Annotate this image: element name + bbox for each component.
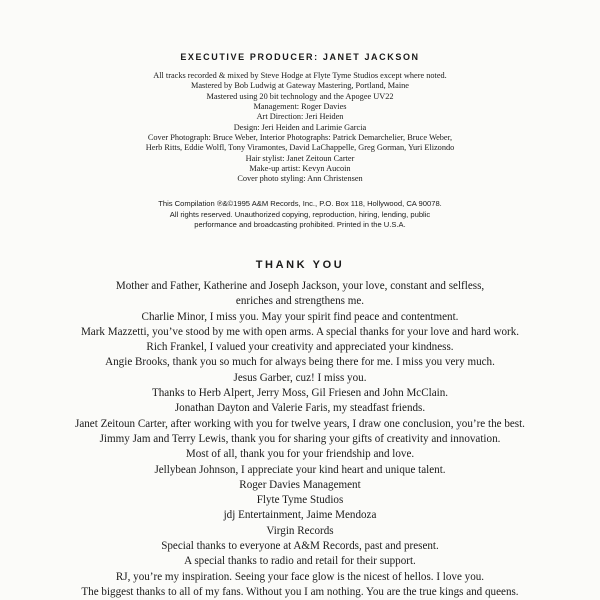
credit-line: Mastered by Bob Ludwig at Gateway Mastering, Portland, Maine xyxy=(191,81,409,91)
thanks-line: Most of all, thank you for your friendship and love. xyxy=(185,448,415,461)
thanks-line: Jellybean Johnson, I appreciate your kind heart and unique talent. xyxy=(154,463,446,476)
thanks-line: Thanks to Herb Alpert, Jerry Moss, Gil Friesen and John McClain. xyxy=(151,387,449,400)
credit-line: Cover Photograph: Bruce Weber, Interior Photographs: Patrick Demarchelier, Bruce Weber, xyxy=(147,133,453,143)
thanks-line: Virgin Records xyxy=(266,524,334,537)
credit-line: Design: Jeri Heiden and Larimie Garcia xyxy=(233,122,367,132)
thanks-line: Jesus Garber, cuz! I miss you. xyxy=(233,371,367,384)
thanks-line: RJ, you’re my inspiration. Seeing your face glow is the nicest of hellos. I love you. xyxy=(115,570,485,583)
credit-line: Hair stylist: Janet Zeitoun Carter xyxy=(245,153,355,163)
thanks-line: Jimmy Jam and Terry Lewis, thank you for sharing your gifts of creativity and innovation. xyxy=(99,432,501,445)
thanks-line: Mark Mazzetti, you’ve stood by me with open arms. A special thanks for your love and hard work. xyxy=(80,325,520,338)
thanks-line: The biggest thanks to all of my fans. Without you I am nothing. You are the true kings and queens. xyxy=(81,585,519,598)
thanks-line: Mother and Father, Katherine and Joseph Jackson, your love, constant and selfless, xyxy=(115,280,485,292)
thanks-line: Janet Zeitoun Carter, after working with you for twelve years, I draw one conclusion, you’re the best. xyxy=(75,417,525,430)
credits-block xyxy=(0,71,600,185)
credit-line: Herb Ritts, Eddie Wolfl, Tony Viramontes, David LaChappelle, Greg Gorman, Yuri Elizondo xyxy=(145,143,455,153)
thanks-line: Roger Davies Management xyxy=(239,478,361,491)
credit-line: Mastered using 20 bit technology and the Apogee UV22 xyxy=(206,91,394,101)
credit-line: Art Direction: Jeri Heiden xyxy=(256,112,344,122)
thanks-line: Jonathan Dayton and Valerie Faris, my steadfast friends. xyxy=(174,402,426,415)
thanks-line: Charlie Minor, I miss you. May your spirit find peace and contentment. xyxy=(141,310,459,323)
thanks-line: A special thanks to radio and retail for their support. xyxy=(184,555,416,568)
executive-producer-heading: EXECUTIVE PRODUCER: JANET JACKSON xyxy=(180,52,420,62)
thanks-line: enriches and strengthens me. xyxy=(235,295,365,308)
credit-line: Make-up artist: Kevyn Aucoin xyxy=(249,164,351,174)
thanks-line: Special thanks to everyone at A&M Records, past and present. xyxy=(161,540,439,553)
thank-you-block xyxy=(0,279,600,600)
thank-you-heading: THANK YOU xyxy=(255,259,345,271)
thanks-line: Angie Brooks, thank you so much for always being there for me. I miss you very much. xyxy=(105,356,495,369)
credit-line: All tracks recorded & mixed by Steve Hodge at Flyte Tyme Studios except where noted. xyxy=(153,71,447,80)
thanks-line: jdj Entertainment, Jaime Mendoza xyxy=(223,509,377,522)
copyright-notice xyxy=(0,199,600,231)
copyright-line: All rights reserved. Unauthorized copying, reproduction, hiring, lending, public xyxy=(169,209,431,219)
copyright-line: performance and broadcasting prohibited. Printed in the U.S.A. xyxy=(194,220,406,229)
thanks-line: Rich Frankel, I valued your creativity and appreciated your kindness. xyxy=(146,341,454,354)
credit-line: Cover photo styling: Ann Christensen xyxy=(237,174,363,184)
thanks-line: Flyte Tyme Studios xyxy=(256,494,344,507)
copyright-line: This Compilation ℗&©1995 A&M Records, Inc., P.O. Box 118, Hollywood, CA 90078. xyxy=(158,199,442,208)
credit-line: Management: Roger Davies xyxy=(253,102,347,112)
